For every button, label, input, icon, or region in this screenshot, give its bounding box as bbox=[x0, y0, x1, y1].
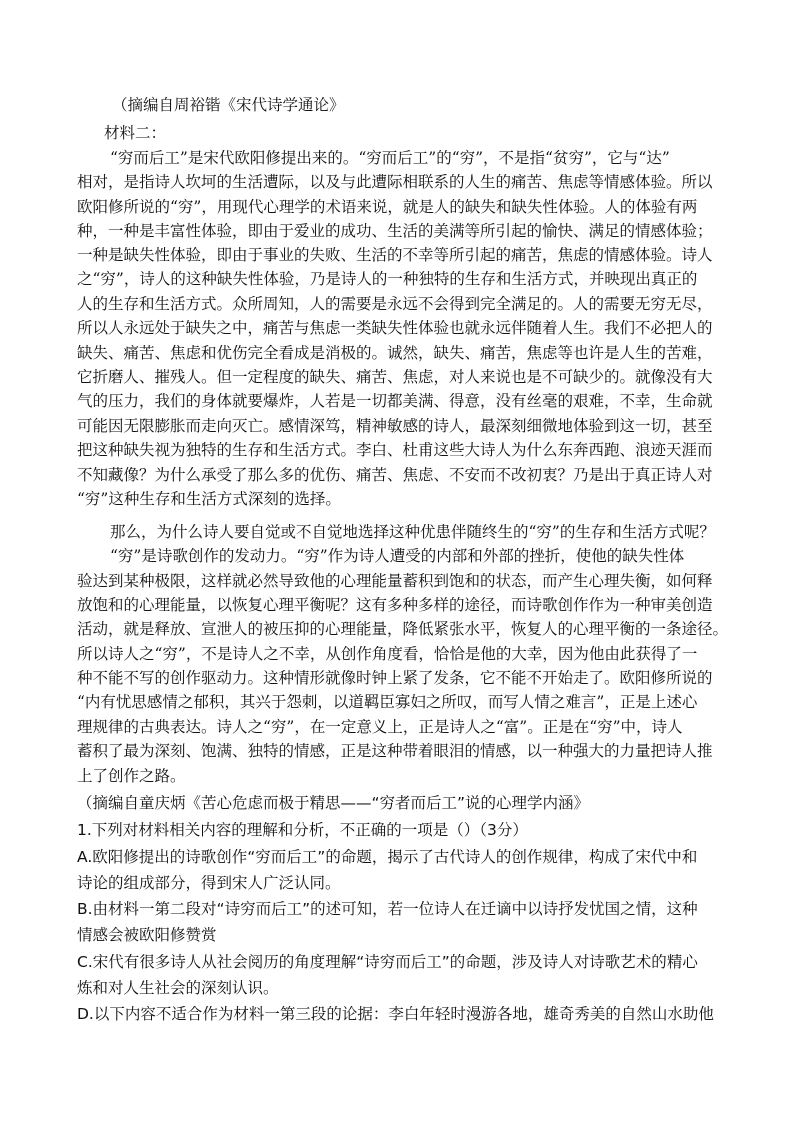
material-2-p1-line: 把这种缺失视为独特的生存和生活方式。李白、杜甫这些大诗人为什么东奔西跑、浪迹天涯而 bbox=[77, 441, 713, 459]
material-2-p1-line: 相对，是指诗人坎坷的生活遭际，以及与此遭际相联系的人生的痛苦、焦虑等情感体验。所以 bbox=[77, 173, 713, 191]
material-2-p1-line: 之“穷”，诗人的这种缺失性体验，乃是诗人的一种独特的生存和生活方式，并映现出真正的 bbox=[77, 270, 698, 288]
material-2-p1-line: 种，一种是丰富性体验，即由于爱业的成功、生活的美满等所引起的愉快、满足的情感体验； bbox=[77, 222, 713, 240]
option-b-line: 情感会被欧阳修赞赏 bbox=[77, 926, 217, 944]
material-2-p1-line: 可能因无限膨胀而走向灭亡。感情深笃，精神敏感的诗人，最深刻细微地体验到这一切，甚至 bbox=[77, 417, 713, 435]
material-2-p3-line: 放饱和的心理能量，以恢复心理平衡呢？这有多种多样的途径，而诗歌创作作为一种审美创造 bbox=[77, 596, 713, 614]
option-a-line: 诗论的组成部分，得到宋人广泛认同。 bbox=[77, 874, 341, 892]
material-2-p1-line: 所以人永远处于缺失之中，痛苦与焦虑一类缺失性体验也就永远伴随着人生。我们不必把人的 bbox=[77, 319, 713, 337]
option-c-line: 炼和对人生社会的深刻认识。 bbox=[77, 979, 279, 997]
material-2-p3-line: 验达到某种极限，这样就必然导致他的心理能量蓄积到饱和的状态，而产生心理失衡，如何释 bbox=[77, 572, 713, 590]
material-2-p3-line: 所以诗人之“穷”，不是诗人之不幸，从创作角度看，恰恰是他的大幸，因为他由此获得了一 bbox=[77, 645, 698, 663]
material-2-p1-line: 它折磨人、摧残人。但一定程度的缺失、痛苦、焦虑，对人来说也是不可缺少的。就像没有大 bbox=[77, 368, 713, 386]
source-citation-1: （摘编自周裕锴《宋代诗学通论》 bbox=[112, 96, 345, 114]
material-2-p3-line: 理规律的古典表达。诗人之“穷”，在一定意义上，正是诗人之“富”。正是在“穷”中，诗人 bbox=[77, 718, 683, 736]
material-2-p3-line: 活动，就是释放、宣泄人的被压抑的心理能量，降低紧张水平，恢复人的心理平衡的一条途径。 bbox=[77, 620, 729, 638]
material-2-p3-line: “内有忧思感情之郁积，其兴于怨刺，以道羁臣寡妇之所叹，而写人情之难言”，正是上述心 bbox=[77, 693, 698, 711]
material-2-p1-line: 缺失、痛苦、焦虑和优伤完全看成是消极的。诚然，缺失、痛苦，焦虑等也许是人生的苦难， bbox=[77, 344, 713, 362]
material-2-p1-line: 气的压力，我们的身体就要爆炸，人若是一切都美满、得意，没有丝毫的艰难，不幸，生命就 bbox=[77, 392, 713, 410]
material-2-p2: 那么，为什么诗人要自觉或不自觉地选择这种优患伴随终生的“穷”的生存和生活方式呢？ bbox=[110, 523, 715, 541]
option-b-line: B.由材料一第二段对“诗穷而后工”的述可知，若一位诗人在迁谪中以诗抒发忧国之情，这种 bbox=[77, 900, 698, 918]
material-2-p3-line: 种不能不写的创作驱动力。这种情形就像时钟上紧了发条，它不能不开始走了。欧阳修所说的 bbox=[77, 669, 713, 687]
material-2-p3-line: 蓄积了最为深刻、饱满、独特的情感，正是这种带着眼泪的情感，以一种强大的力量把诗人推 bbox=[77, 742, 713, 760]
material-2-p1-line: 不知藏像？为什么承受了那么多的优伤、痛苦、焦虑、不安而不改初衷？乃是出于真正诗人对 bbox=[77, 466, 713, 484]
material-2-p1-line: “穷而后工”是宋代欧阳修提出来的。“穷而后工”的“穷”，不是指“贫穷”，它与“达” bbox=[110, 149, 670, 167]
material-2-p1-line: 一种是缺失性体验，即由于事业的失败、生活的不幸等所引起的痛苦，焦虑的情感体验。诗人 bbox=[77, 246, 713, 264]
material-2-p1-line: 人的生存和生活方式。众所周知，人的需要是永远不会得到完全满足的。人的需要无穷无尽， bbox=[77, 295, 713, 313]
material-2-p1-line: “穷”这种生存和生活方式深刻的选择。 bbox=[77, 490, 341, 508]
option-a-line: A.欧阳修提出的诗歌创作“穷而后工”的命题，揭示了古代诗人的创作规律，构成了宋代中和 bbox=[77, 848, 698, 866]
source-citation-2: （摘编自童庆炳《苦心危虑而极于精思——“穷者而后工”说的心理学内涵》 bbox=[77, 794, 590, 812]
material-2-p3-line: “穷”是诗歌创作的发动力。“穷”作为诗人遭受的内部和外部的挫折，使他的缺失性体 bbox=[110, 547, 685, 565]
material-2-p1-line: 欧阳修所说的“穷”，用现代心理学的术语来说，就是人的缺失和缺失性体验。人的体验有两 bbox=[77, 198, 698, 216]
option-c-line: C.宋代有很多诗人从社会阅历的角度理解“诗穷而后工”的命题，涉及诗人对诗歌艺术的精心 bbox=[77, 953, 698, 971]
question-stem: 1.下列对材料相关内容的理解和分析，不正确的一项是（）（3分） bbox=[77, 821, 528, 839]
material-2-heading: 材料二： bbox=[104, 124, 167, 142]
option-d-line: D.以下内容不适合作为材料一第三段的论据：李白年轻时漫游各地，雄奇秀美的自然山水助他 bbox=[77, 1005, 714, 1023]
material-2-p3-line: 上了创作之路。 bbox=[77, 767, 186, 785]
